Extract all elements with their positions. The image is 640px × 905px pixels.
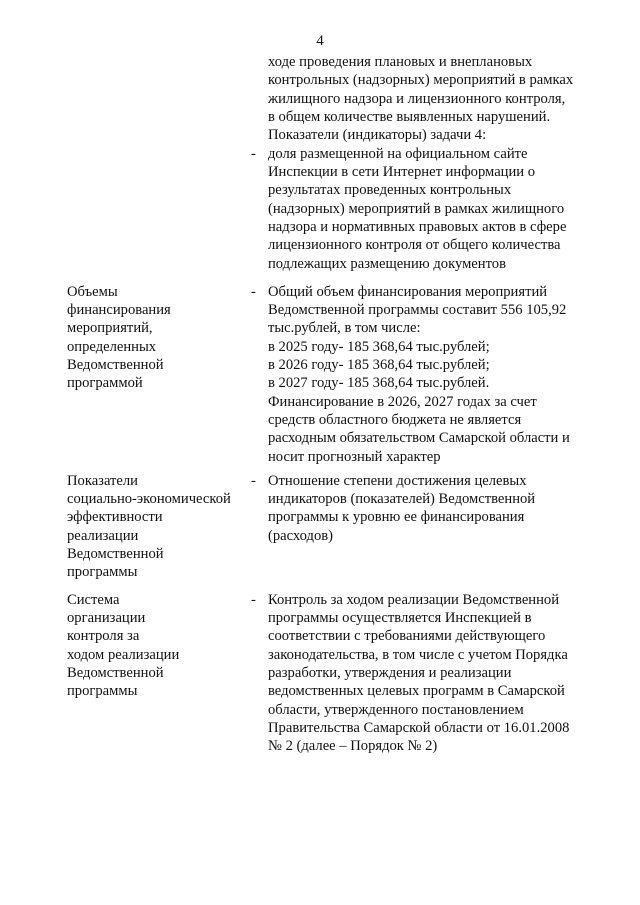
section-text-line: соответствии с требованиями действующего	[268, 628, 546, 644]
page-number: 4	[316, 33, 324, 49]
section-label-line: Ведомственной	[67, 665, 164, 681]
list-bullet: -	[251, 146, 256, 162]
section-text-line: программы к уровню ее финансирования	[268, 509, 525, 525]
section-text-line: законодательства, в том числе с учетом Порядка	[268, 647, 568, 663]
continuation-line: контрольных (надзорных) мероприятий в рамках	[268, 72, 574, 88]
section-text-line: носит прогнозный характер	[268, 449, 441, 465]
section-label-line: программы	[67, 564, 138, 580]
section-label-line: контроля за	[67, 628, 140, 644]
continuation-line: ходе проведения плановых и внеплановых	[268, 54, 533, 70]
section-text-line: Ведомственной программы составит 556 105,92	[268, 302, 567, 318]
indicator-line: надзора и нормативных правовых актов в сфере	[268, 219, 567, 235]
section-text-line: программы осуществляется Инспекцией в	[268, 610, 532, 626]
section-text-line: Финансирование в 2026, 2027 годах за счет	[268, 394, 537, 410]
indicator-line: Инспекции в сети Интернет информации о	[268, 164, 536, 180]
section-text-line: ведомственных целевых программ в Самарской	[268, 683, 565, 699]
indicator-line: подлежащих размещению документов	[268, 256, 506, 272]
list-bullet: -	[251, 473, 256, 489]
indicator-line: результатах проведенных контрольных	[268, 182, 512, 198]
section-label-line: определенных	[67, 339, 157, 355]
continuation-line: жилищного надзора и лицензионного контроля,	[268, 91, 566, 107]
section-text-line: Общий объем финансирования мероприятий	[268, 284, 548, 300]
section-label-line: Ведомственной	[67, 357, 164, 373]
section-text-line: (расходов)	[268, 528, 334, 544]
section-text-line: Отношение степени достижения целевых	[268, 473, 527, 489]
section-label-line: организации	[67, 610, 146, 626]
section-text-line: индикаторов (показателей) Ведомственной	[268, 491, 536, 507]
list-bullet: -	[251, 284, 256, 300]
section-label-line: мероприятий,	[67, 320, 153, 336]
section-label-line: программы	[67, 683, 138, 699]
section-text-line: тыс.рублей, в том числе:	[268, 320, 421, 336]
continuation-line: в общем количестве выявленных нарушений.	[268, 109, 551, 125]
indicator-line: лицензионного контроля от общего количества	[268, 237, 561, 253]
section-label-line: программой	[67, 375, 143, 391]
section-text-line: Правительства Самарской области от 16.01.2008	[268, 720, 570, 736]
section-label-line: Ведомственной	[67, 546, 164, 562]
section-label-line: Объемы	[67, 284, 118, 300]
section-label-line: ходом реализации	[67, 647, 180, 663]
list-bullet: -	[251, 592, 256, 608]
section-text-line: Контроль за ходом реализации Ведомственной	[268, 592, 560, 608]
section-text-line: разработки, утверждения и реализации	[268, 665, 512, 681]
section-label-line: финансирования	[67, 302, 171, 318]
section-label-line: Система	[67, 592, 120, 608]
section-text-line: средств областного бюджета не является	[268, 412, 522, 428]
section-text-line: области, утвержденного постановлением	[268, 702, 524, 718]
section-text-line: в 2025 году- 185 368,64 тыс.рублей;	[268, 339, 490, 355]
section-text-line: расходным обязательством Самарской области и	[268, 430, 570, 446]
section-text-line: в 2027 году- 185 368,64 тыс.рублей.	[268, 375, 490, 391]
section-label-line: эффективности	[67, 509, 163, 525]
section-label-line: Показатели	[67, 473, 138, 489]
section-text-line: в 2026 году- 185 368,64 тыс.рублей;	[268, 357, 490, 373]
indicators-heading: Показатели (индикаторы) задачи 4:	[268, 127, 487, 143]
section-label-line: реализации	[67, 528, 139, 544]
section-label-line: социально-экономической	[67, 491, 231, 507]
indicator-line: (надзорных) мероприятий в рамках жилищного	[268, 201, 565, 217]
section-text-line: № 2 (далее – Порядок № 2)	[268, 738, 438, 754]
indicator-line: доля размещенной на официальном сайте	[268, 146, 528, 162]
